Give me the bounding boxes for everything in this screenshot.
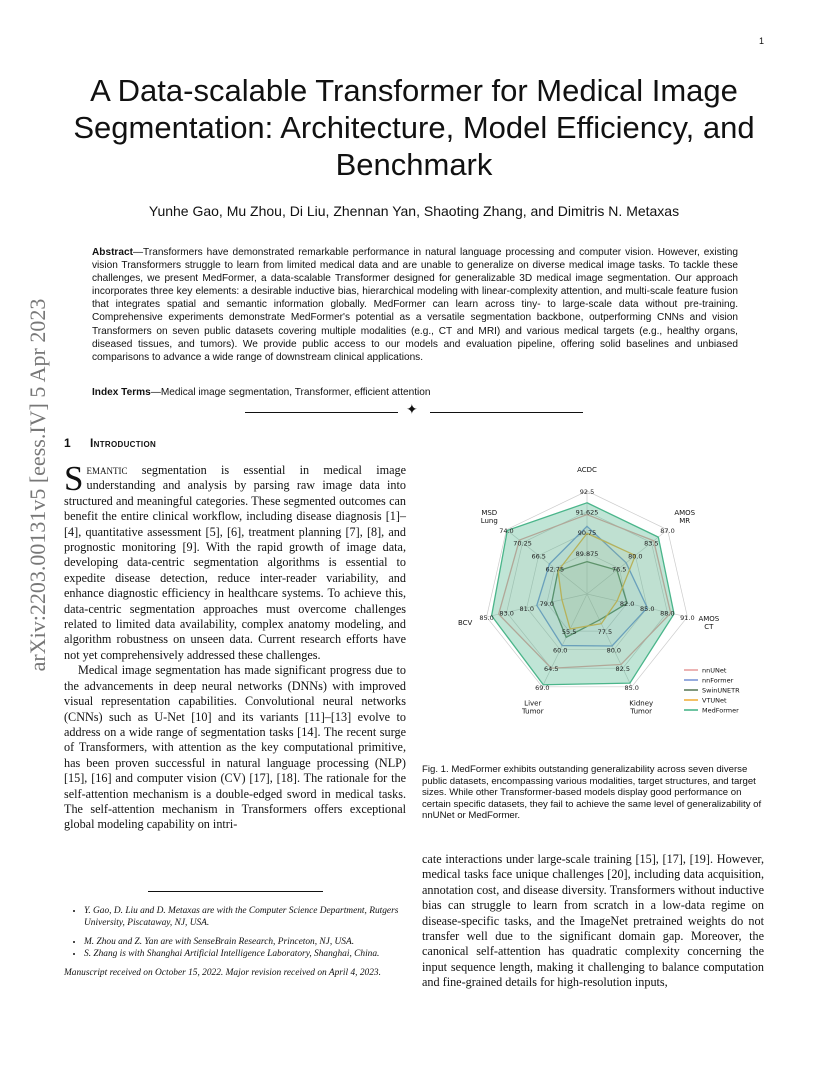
abstract-text: —Transformers have demonstrated remarkable performance in natural language processing and computer vision. However, existing vision Transformers struggle to learn from limited medical data and are unable to generalize on diverse medical image tasks. To tackle these challenges, we present MedFormer, a data-scalable Transformer designed for generalizable 3D medical image segmentation. Our approach incorporates three key elements: a desirable inductive bias, hierarchical modeling with linear-complexity attention, and multi-scale feature fusion that integrates spatial and semantic information globally. MedFormer can learn across tiny- to large-scale data without pre-training. Comprehensive experiments demonstrate MedFormer's potential as a versatile segmentation backbone, outperforming CNNs and vision Transformers on seven public datasets covering multiple modalities (e.g., CT and MRI) and various medical targets (e.g., healthy organs, diseased tissues, and tumors). We provide public access to our models and evaluation pipeline, offering solid baselines and unbiased comparisons to advance a wide range of downstream clinical applications.: [92, 247, 738, 363]
tick-label: 80.0: [606, 646, 622, 655]
separator-diamond-icon: ✦: [406, 402, 418, 418]
index-terms-label: Index Terms: [92, 387, 151, 398]
legend-label: MedFormer: [702, 706, 739, 715]
tick-label: 82.5: [615, 665, 630, 674]
footnote-affiliation: • M. Zhou and Z. Yan are with SenseBrain Research, Princeton, NJ, USA.: [84, 937, 406, 949]
index-terms: [92, 387, 738, 398]
tick-label: 74.0: [499, 526, 514, 535]
axis-label: Tumor: [521, 707, 544, 716]
radar-chart-svg: [418, 460, 764, 750]
tick-label: 64.5: [544, 665, 559, 674]
axis-label: CT: [704, 622, 714, 631]
footnote-affiliation: • Y. Gao, D. Liu and D. Metaxas are with the Computer Science Department, Rutgers University, Piscataway, NJ, USA.: [84, 906, 406, 929]
legend-label: SwinUNETR: [702, 686, 740, 695]
tick-label: 88.0: [660, 609, 675, 618]
tick-label: 70.25: [513, 539, 532, 548]
tick-label: 91.0: [680, 613, 695, 622]
body-column-left: [64, 459, 406, 833]
legend-label: nnFormer: [702, 676, 734, 685]
body-column-right: cate interactions under large-scale training [15], [17], [19]. However, medical tasks face unique challenges [20], including data acquisition, annotation cost, and disease diversity. Transformers without inductive bias can struggle to learn from scratch in a low-data regime on disease-specific tasks, and the ImageNet pretrained weights do not transfer well due to the significant domain gap. Moreover, the canonical self-attention has quadratic complexity concerning the input sequence length, making it challenging to balance computation and fine-grained details for high-resolution inputs,: [422, 852, 764, 990]
paper-title: A Data-scalable Transformer for Medical Image Segmentation: Architecture, Model Efficiency, and Benchmark: [73, 73, 755, 182]
tick-label: 69.0: [535, 683, 550, 692]
manuscript-note: Manuscript received on October 15, 2022. Major revision received on April 4, 2023.: [64, 968, 381, 978]
axis-label: MSD: [481, 509, 498, 518]
tick-label: 60.0: [552, 646, 568, 655]
radar-chart: [418, 460, 764, 750]
axis-label: Liver: [524, 699, 542, 708]
axis-label: BCV: [457, 618, 473, 627]
tick-label: 91.625: [575, 508, 599, 517]
section-title: Introduction: [90, 436, 157, 450]
footnote-affiliation: • S. Zhang is with Shanghai Artificial Intelligence Laboratory, Shanghai, China.: [84, 949, 406, 961]
tick-label: 66.5: [531, 552, 546, 561]
drop-cap: S: [64, 459, 84, 498]
tick-label: 80.0: [628, 552, 643, 561]
arxiv-sidebar: [8, 290, 68, 680]
tick-label: 83.0: [499, 609, 514, 618]
tick-label: 92.5: [579, 488, 595, 496]
page-number: 1: [758, 36, 764, 46]
intro-paragraph-1-text: segmentation is essential in medical image understanding and analysis by parsing raw image data into structured and meaningful categories. These segmented outcomes can benefit the entire clinical workflow, including disease diagnosis [1]–[4], quantitative assessment [5], [6], treatment planning [7], [8], and prognostic monitoring [9]. With the rapid growth of image data, developing data-centric segmentation algorithms is essential to expedite disease detection, reduce inter-reader variability, and enhance diagnostic efficiency in healthcare systems. To achieve this, data-centric segmentation approaches must overcome challenges related to limited data availability, complex anatomy modeling, and algorithm robustness on unseen data. Current research efforts have not yet comprehensively addressed these challenges.: [64, 463, 406, 662]
separator-rule-right: [430, 412, 583, 413]
footnote-rule: [148, 891, 323, 892]
intro-lead-word: emantic: [86, 463, 128, 477]
tick-label: 55.5: [561, 628, 577, 637]
tick-label: 89.875: [575, 549, 599, 558]
axis-label: AMOS: [674, 509, 696, 518]
tick-label: 79.0: [539, 600, 555, 609]
axis-label: Kidney: [629, 699, 654, 708]
axis-label: AMOS: [698, 614, 720, 623]
author-list: Yunhe Gao, Mu Zhou, Di Liu, Zhennan Yan, Shaoting Zhang, and Dimitris N. Metaxas: [148, 203, 680, 219]
section-number: 1: [64, 436, 71, 450]
separator-rule-left: [245, 412, 398, 413]
tick-label: 90.75: [577, 529, 597, 538]
tick-label: 85.0: [640, 604, 655, 613]
index-terms-text: —Medical image segmentation, Transformer, efficient attention: [150, 387, 431, 398]
tick-label: 77.5: [597, 628, 613, 637]
tick-label: 85.0: [479, 613, 494, 622]
axis-label: Lung: [480, 517, 498, 526]
tick-label: 62.75: [545, 565, 565, 574]
legend-label: nnUNet: [702, 666, 727, 675]
tick-label: 76.5: [611, 565, 627, 574]
tick-label: 81.0: [519, 604, 534, 613]
axis-label: Tumor: [630, 707, 653, 716]
figure-caption: Fig. 1. MedFormer exhibits outstanding generalizability across seven diverse public datasets, encompassing various modalities, target structures, and target sizes. While other Transformer-based models display good performance on certain specific datasets, they fail to achieve the same level of generalizability of nnUNet or MedFormer.: [422, 764, 762, 822]
intro-paragraph-1: [64, 459, 406, 663]
arxiv-identifier: arXiv:2203.00131v5 [eess.IV] 5 Apr 2023: [25, 298, 50, 672]
axis-label: ACDC: [577, 466, 597, 474]
legend-label: VTUNet: [702, 696, 727, 705]
axis-label: MR: [679, 517, 691, 526]
tick-label: 82.0: [619, 600, 635, 609]
tick-label: 87.0: [660, 526, 675, 535]
footnotes: [64, 906, 406, 980]
abstract-label: Abstract: [92, 247, 133, 258]
tick-label: 85.0: [624, 683, 639, 692]
tick-label: 83.5: [644, 539, 659, 548]
abstract: [92, 246, 738, 364]
intro-paragraph-2: Medical image segmentation has made significant progress due to the advancements in deep neural networks (DNNs) with improved visual representation capabilities. Convolutional neural networks (CNNs) such as U-Net [10] and its variants [11]–[13] evolve to address on a wide range of segmentation tasks [14]. The recent surge of Transformers, with attention as the key computational primitive, has been proven successful in natural language processing (NLP) [15], [16] and computer vision (CV) [17], [18]. The rationale for the self-attention mechanism is a double-edged sword in medical tasks. The self-attention mechanism in Transformers offers exceptional global modeling capability on intri-: [64, 663, 406, 832]
